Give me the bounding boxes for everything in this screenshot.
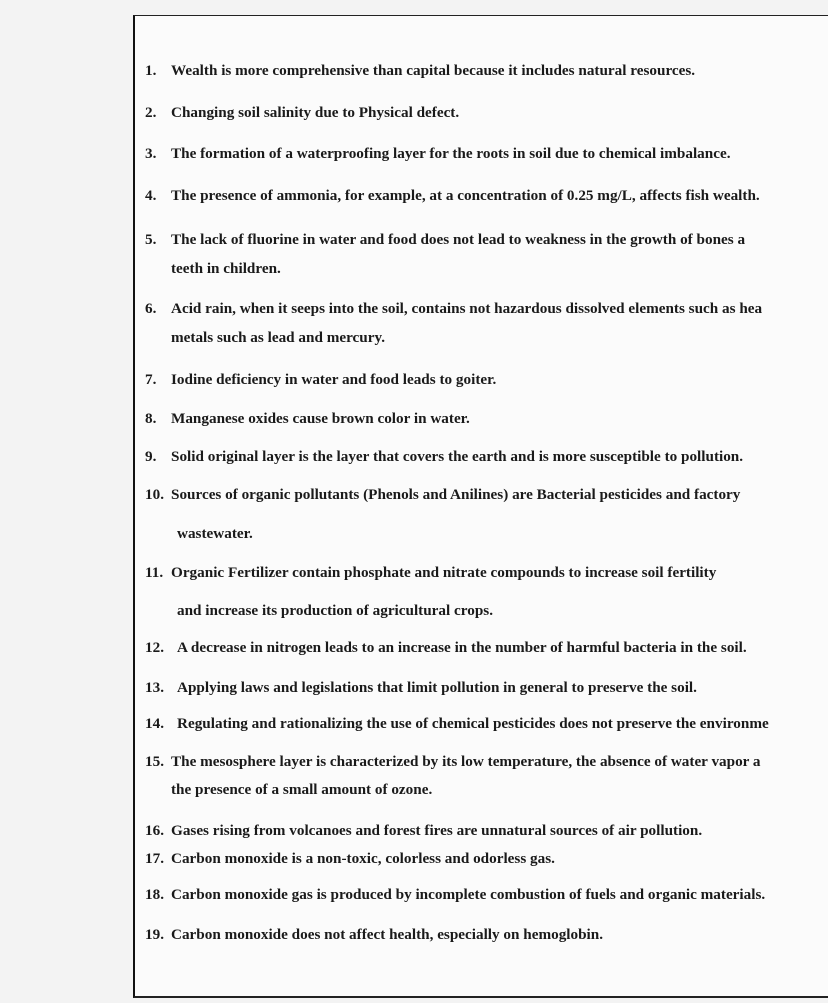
statement-number: 4. [145,187,157,204]
statement-13 [145,679,825,697]
statement-10 [145,486,825,504]
statement-number: 6. [145,300,157,317]
statement-5 [145,231,825,249]
statement-text: Organic Fertilizer contain phosphate and nitrate compounds to increase soil fertility [171,564,717,581]
statement-10-continuation: wastewater. [177,525,253,542]
statement-number: 3. [145,145,157,162]
statement-14 [145,715,825,733]
statement-text: Regulating and rationalizing the use of chemical pesticides does not preserve the environme [177,715,769,732]
statement-text: The mesosphere layer is characterized by its low temperature, the absence of water vapor a [171,753,761,770]
statement-number: 1. [145,62,157,79]
statement-number: 15. [145,753,164,770]
statement-number: 13. [145,679,164,696]
statement-text: Carbon monoxide gas is produced by incomplete combustion of fuels and organic materials. [171,886,766,903]
statement-text: Manganese oxides cause brown color in water. [171,410,470,427]
statement-12 [145,639,825,657]
statement-16 [145,822,825,840]
statement-text: Wealth is more comprehensive than capital because it includes natural resources. [171,62,696,79]
statement-number: 7. [145,371,157,388]
statement-text: Carbon monoxide does not affect health, especially on hemoglobin. [171,926,604,943]
statement-11 [145,564,825,582]
statement-7 [145,371,825,389]
statement-number: 8. [145,410,157,427]
statement-6-continuation: metals such as lead and mercury. [171,329,386,346]
statement-19 [145,926,825,944]
statement-text: The formation of a waterproofing layer for the roots in soil due to chemical imbalance. [171,145,731,162]
statement-1 [145,62,825,80]
statement-5-continuation: teeth in children. [171,260,281,277]
statement-text: Solid original layer is the layer that covers the earth and is more susceptible to pollution. [171,448,744,465]
statement-number: 17. [145,850,164,867]
statement-text: Gases rising from volcanoes and forest fires are unnatural sources of air pollution. [171,822,703,839]
statement-text: The lack of fluorine in water and food does not lead to weakness in the growth of bones a [171,231,746,248]
statement-number: 12. [145,639,164,656]
statement-number: 18. [145,886,164,903]
statement-number: 11. [145,564,164,581]
statement-15-continuation: the presence of a small amount of ozone. [171,781,433,798]
statement-number: 5. [145,231,157,248]
statement-9 [145,448,825,466]
statement-text: Changing soil salinity due to Physical defect. [171,104,460,121]
statement-text: Iodine deficiency in water and food leads to goiter. [171,371,497,388]
statement-4 [145,187,825,205]
statement-number: 10. [145,486,164,503]
statement-17 [145,850,825,868]
statement-text: Acid rain, when it seeps into the soil, contains not hazardous dissolved elements such as hea [171,300,763,317]
statement-text: Applying laws and legislations that limit pollution in general to preserve the soil. [177,679,697,696]
statement-number: 2. [145,104,157,121]
statement-text: The presence of ammonia, for example, at a concentration of 0.25 mg/L, affects fish wealth. [171,187,760,204]
statement-8 [145,410,825,428]
statement-number: 16. [145,822,164,839]
statement-text: Sources of organic pollutants (Phenols and Anilines) are Bacterial pesticides and factory [171,486,741,503]
statement-3 [145,145,825,163]
statement-number: 9. [145,448,157,465]
statement-18 [145,886,825,904]
statement-11-continuation: and increase its production of agricultural crops. [177,602,493,619]
statement-15 [145,753,825,771]
statement-text: A decrease in nitrogen leads to an increase in the number of harmful bacteria in the soil. [177,639,747,656]
statement-6 [145,300,825,318]
statement-text: Carbon monoxide is a non-toxic, colorless and odorless gas. [171,850,555,867]
statement-number: 14. [145,715,164,732]
statement-2 [145,104,825,122]
statement-number: 19. [145,926,164,943]
